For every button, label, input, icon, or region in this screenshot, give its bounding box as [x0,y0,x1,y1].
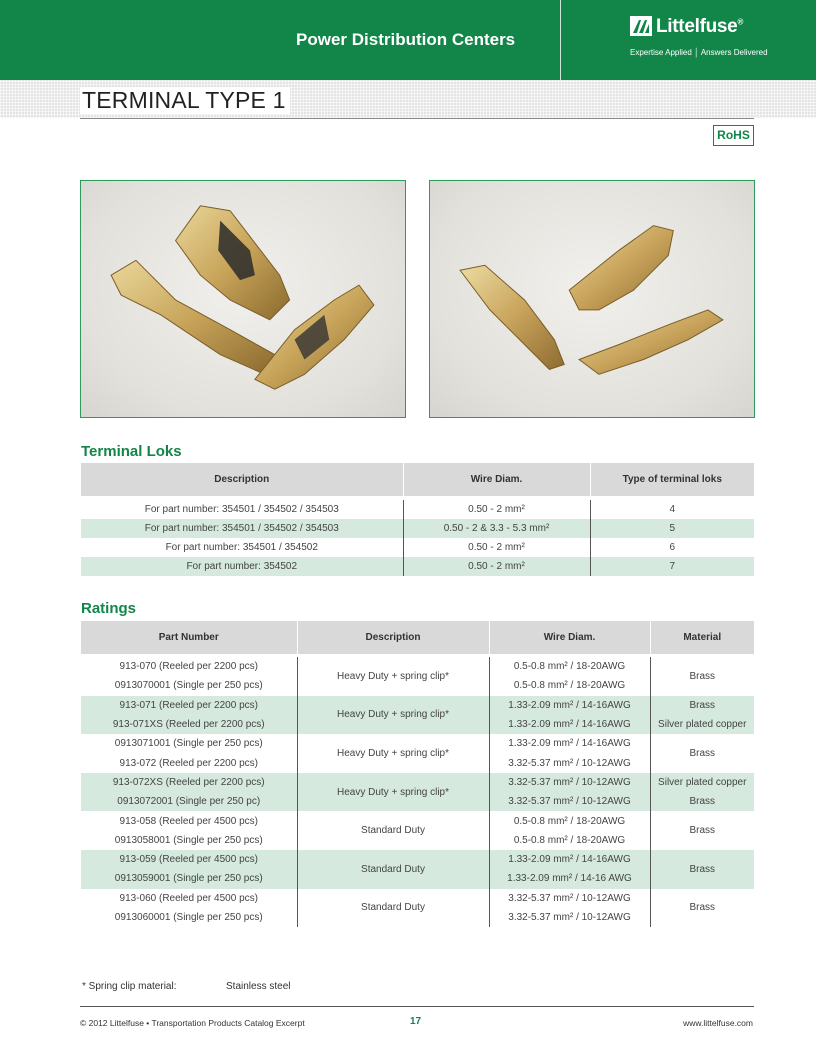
cell-wire-diam: 0.50 - 2 mm² [403,538,590,557]
cell-part-number: 0913059001 (Single per 250 pcs) [81,869,297,888]
cell-wire-diam: 1.33-2.09 mm² / 14-16AWG [489,696,650,715]
cell-wire-diam: 3.32-5.37 mm² / 10-12AWG [489,792,650,811]
cell-wire-diam: 3.32-5.37 mm² / 10-12AWG [489,889,650,908]
cell-type: 5 [590,519,754,538]
col-header: Type of terminal loks [590,463,754,496]
col-header: Description [81,463,403,496]
col-header: Material [650,621,754,654]
terminal-loks-heading: Terminal Loks [81,443,182,460]
table-row [81,889,754,908]
cell-description: Heavy Duty + spring clip* [297,696,489,735]
table-row [81,557,754,576]
footnote-label: * Spring clip material: [82,981,177,992]
brand-tagline: Expertise Applied │ Answers Delivered [630,48,768,57]
cell-wire-diam: 0.5-0.8 mm² / 18-20AWG [489,676,650,695]
terminal-photo-left [80,180,406,418]
cell-description: Heavy Duty + spring clip* [297,773,489,812]
table-row [81,519,754,538]
footer-url[interactable]: www.littelfuse.com [683,1018,753,1028]
cell-part-number: 0913070001 (Single per 250 pcs) [114,680,263,692]
cell-material: Silver plated copper [650,715,754,734]
ratings-heading: Ratings [81,600,137,617]
terminal-illustration-right [430,181,754,417]
page-number: 17 [410,1016,422,1027]
header-divider [560,0,561,80]
cell-wire-diam: 0.5-0.8 mm² / 18-20AWG [489,811,650,830]
cell-part-number: 913-058 (Reeled per 4500 pcs) [119,815,258,827]
ratings-table [81,621,754,927]
table-header-row [81,463,754,496]
cell-wire-diam: 3.32-5.37 mm² / 10-12AWG [489,753,650,772]
cell-description: Standard Duty [297,811,489,850]
cell-wire-diam: 1.33-2.09 mm² / 14-16AWG [489,850,650,869]
footer-rule [80,1006,754,1007]
title-rule [80,118,754,119]
cell-part-number: 913-072XS (Reeled per 2200 pcs) [81,773,297,792]
cell-material: Brass [650,657,754,696]
footnote-value: Stainless steel [226,981,291,992]
cell-part-number: 913-071 (Reeled per 2200 pcs) [81,696,297,715]
terminal-loks-table [81,463,754,576]
cell-part-number: 0913071001 (Single per 250 pcs) [114,738,263,750]
table-row [81,500,754,519]
col-header: Wire Diam. [403,463,590,496]
table-row [81,538,754,557]
cell-part-number: 913-071XS (Reeled per 2200 pcs) [81,715,297,734]
brand-name: Littelfuse® [656,16,744,37]
page-header [0,0,816,80]
col-header: Description [297,621,489,654]
cell-description: Heavy Duty + spring clip* [297,657,489,696]
page-title: TERMINAL TYPE 1 [80,87,290,114]
cell-material: Brass [650,792,754,811]
cell-description: For part number: 354501 / 354502 / 354503 [81,519,403,538]
cell-wire-diam: 0.50 - 2 mm² [403,557,590,576]
table-row [81,811,754,830]
cell-wire-diam: 3.32-5.37 mm² / 10-12AWG [489,908,650,927]
cell-wire-diam: 0.50 - 2 mm² [403,500,590,519]
brand-logo [630,14,780,64]
table-header-row [81,621,754,654]
cell-wire-diam: 1.33-2.09 mm² / 14-16 AWG [489,869,650,888]
cell-wire-diam: 1.33-2.09 mm² / 14-16AWG [489,715,650,734]
cell-material: Silver plated copper [650,773,754,792]
cell-part-number: 913-070 (Reeled per 2200 pcs) [119,661,258,673]
terminal-photo-right [429,180,755,418]
cell-description: Standard Duty [297,889,489,928]
cell-wire-diam: 0.50 - 2 & 3.3 - 5.3 mm² [403,519,590,538]
header-title: Power Distribution Centers [296,30,516,49]
table-row [81,657,754,676]
cell-part-number: 913-060 (Reeled per 4500 pcs) [119,892,258,904]
cell-part-number: 0913060001 (Single per 250 pcs) [114,912,263,923]
cell-wire-diam: 3.32-5.37 mm² / 10-12AWG [489,773,650,792]
cell-part-number: 913-072 (Reeled per 2200 pcs) [119,757,258,769]
table-row [81,850,754,869]
cell-type: 4 [590,500,754,519]
cell-description: Heavy Duty + spring clip* [297,734,489,773]
littelfuse-logo-icon [630,14,652,38]
footer-copyright: © 2012 Littelfuse • Transportation Products Catalog Excerpt [80,1018,305,1028]
cell-wire-diam: 0.5-0.8 mm² / 18-20AWG [489,831,650,850]
cell-material: Brass [650,850,754,889]
cell-type: 6 [590,538,754,557]
table-row [81,696,754,715]
cell-description: For part number: 354501 / 354502 / 354503 [144,504,339,515]
col-header: Part Number [81,621,297,654]
table-row [81,734,754,753]
cell-type: 7 [590,557,754,576]
cell-material: Brass [650,696,754,715]
cell-material: Brass [650,734,754,773]
cell-material: Brass [650,811,754,850]
cell-wire-diam: 0.5-0.8 mm² / 18-20AWG [489,657,650,676]
cell-part-number: 913-059 (Reeled per 4500 pcs) [81,850,297,869]
col-header: Wire Diam. [489,621,650,654]
cell-material: Brass [650,889,754,928]
terminal-illustration-left [81,181,405,417]
cell-description: Standard Duty [297,850,489,889]
cell-part-number: 0913058001 (Single per 250 pcs) [114,834,263,846]
cell-wire-diam: 1.33-2.09 mm² / 14-16AWG [489,734,650,753]
rohs-badge: RoHS [713,125,754,146]
table-row [81,773,754,792]
cell-description: For part number: 354501 / 354502 [165,542,318,553]
cell-description: For part number: 354502 [81,557,403,576]
cell-part-number: 0913072001 (Single per 250 pc) [81,792,297,811]
